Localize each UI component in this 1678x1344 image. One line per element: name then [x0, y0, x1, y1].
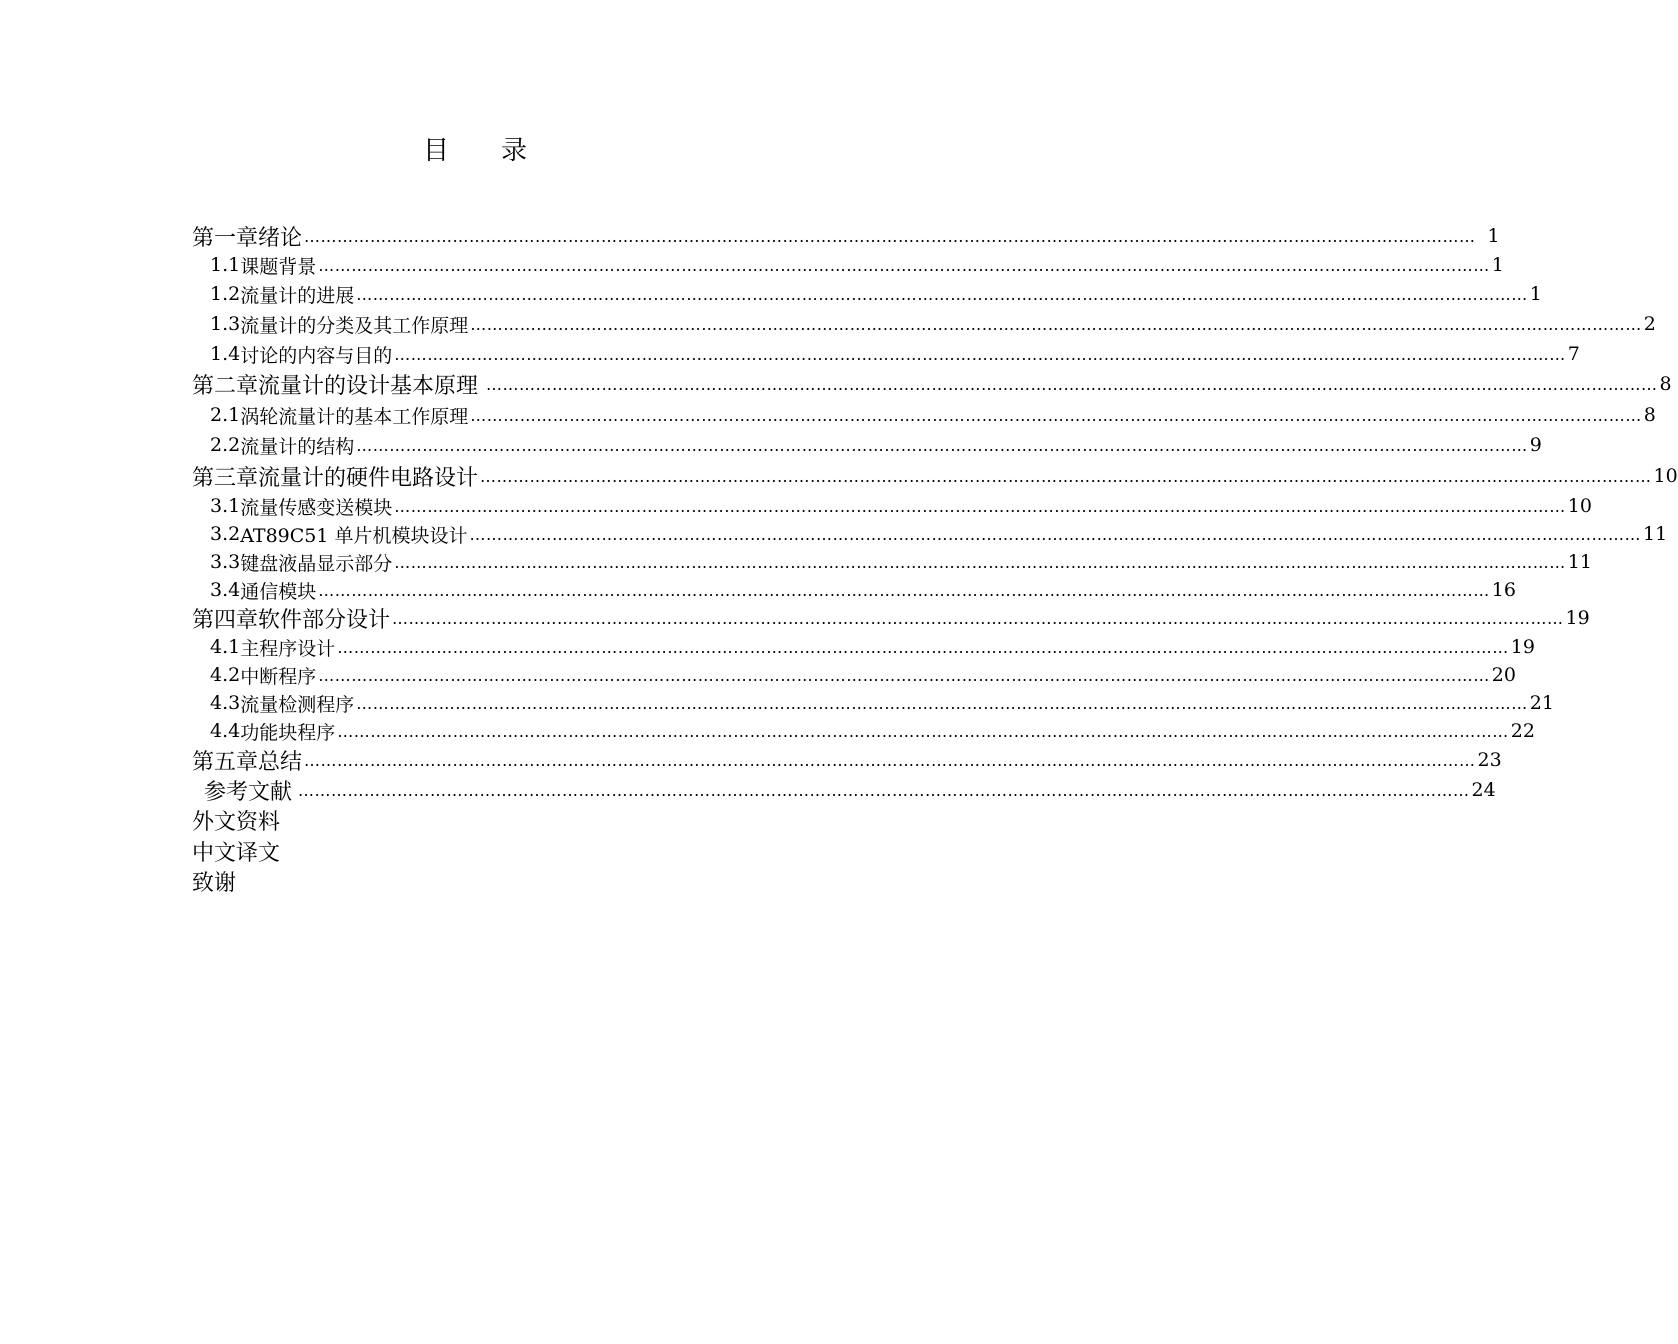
section-number: 2.1 — [210, 404, 241, 426]
entry-label: 参考文献 — [204, 779, 293, 805]
entry-label: 课题背景 — [240, 255, 317, 278]
toc-title — [0, 130, 950, 167]
toc-entry-section-3-1[interactable] — [192, 492, 1592, 520]
page-number: 22 — [1510, 720, 1535, 742]
entry-label: 中文译文 — [192, 840, 281, 866]
page-number: 8 — [1643, 404, 1656, 426]
entry-label: AT89C51 单片机模块设计 — [240, 524, 468, 547]
toc-entry-references[interactable] — [192, 776, 1496, 805]
toc-entry-chapter-3[interactable] — [192, 462, 1678, 491]
leader-dots: …………………………………………………………………………………………………………………………………………………………………………………………… — [304, 750, 1476, 770]
page-number: 24 — [1471, 779, 1496, 801]
toc-entry-section-1-2[interactable] — [192, 280, 1542, 308]
section-number: 3.4 — [210, 579, 241, 601]
entry-label: 软件部分设计 — [258, 607, 391, 633]
leader-dots: …………………………………………………………………………………………………………………………………………………………………………………………… — [392, 608, 1564, 628]
page-number: 19 — [1510, 636, 1535, 658]
toc-entry-foreign-materials[interactable] — [192, 806, 280, 834]
toc-entry-section-1-4[interactable] — [192, 340, 1580, 368]
entry-label: 涡轮流量计的基本工作原理 — [240, 405, 469, 428]
leader-dots: …………………………………………………………………………………………………………………………………………………………………………………………… — [394, 552, 1566, 572]
section-number: 4.2 — [210, 664, 241, 686]
section-number: 2.2 — [210, 434, 241, 456]
section-number: 3.1 — [210, 495, 241, 517]
leader-dots: …………………………………………………………………………………………………………………………………………………………………………………………… — [298, 780, 1470, 800]
page-number: 10 — [1567, 495, 1592, 517]
page-number: 2 — [1643, 313, 1656, 335]
leader-dots: …………………………………………………………………………………………………………………………………………………………………………………………… — [486, 374, 1658, 394]
entry-label: 绪论 — [258, 225, 303, 251]
toc-entry-section-3-2[interactable] — [192, 520, 1668, 548]
entry-label: 功能块程序 — [240, 721, 336, 744]
leader-dots: …………………………………………………………………………………………………………………………………………………………………………………………… — [356, 693, 1528, 713]
toc-entry-section-2-1[interactable] — [192, 401, 1656, 429]
toc-entry-acknowledgements[interactable] — [192, 867, 236, 895]
page-number: 21 — [1529, 692, 1554, 714]
page-number: 19 — [1565, 607, 1590, 629]
toc-entry-section-4-4[interactable] — [192, 717, 1535, 745]
entry-label: 讨论的内容与目的 — [240, 344, 393, 367]
page-number: 7 — [1567, 343, 1580, 365]
page-number: 11 — [1643, 523, 1668, 545]
toc-entry-section-4-2[interactable] — [192, 661, 1516, 689]
toc-entry-chapter-4[interactable] — [192, 604, 1590, 633]
entry-label: 通信模块 — [240, 580, 317, 603]
chapter-number: 第三章 — [192, 465, 259, 491]
entry-label: 中断程序 — [240, 665, 317, 688]
leader-dots: …………………………………………………………………………………………………………………………………………………………………………………………… — [470, 314, 1642, 334]
entry-label: 流量计的硬件电路设计 — [258, 465, 479, 491]
page-number: 16 — [1491, 579, 1516, 601]
section-number: 4.3 — [210, 692, 241, 714]
entry-label: 外文资料 — [192, 809, 281, 835]
entry-label: 流量计的结构 — [240, 435, 355, 458]
title-char-1: 目 — [422, 136, 449, 166]
entry-label: 总结 — [258, 749, 303, 775]
leader-dots: …………………………………………………………………………………………………………………………………………………………………………………………… — [318, 255, 1490, 275]
chapter-number: 第五章 — [192, 749, 259, 775]
page-number: 20 — [1491, 664, 1516, 686]
entry-label: 主程序设计 — [240, 637, 336, 660]
toc-entry-chapter-2[interactable] — [192, 370, 1672, 399]
page-number: 8 — [1659, 373, 1672, 395]
section-number: 3.3 — [210, 551, 241, 573]
entry-label: 流量传感变送模块 — [240, 496, 393, 519]
chapter-number: 第二章 — [192, 373, 259, 399]
section-number: 1.1 — [210, 254, 241, 276]
leader-dots: …………………………………………………………………………………………………………………………………………………………………………………………… — [304, 226, 1476, 246]
page-number: 1 — [1491, 254, 1504, 276]
toc-entry-chapter-5[interactable] — [192, 746, 1502, 775]
entry-label: 流量计的进展 — [240, 284, 355, 307]
section-number: 4.4 — [210, 720, 241, 742]
page-number: 11 — [1567, 551, 1592, 573]
leader-dots: …………………………………………………………………………………………………………………………………………………………………………………………… — [470, 405, 1642, 425]
toc-entry-section-3-4[interactable] — [192, 576, 1516, 604]
toc-entry-chapter-1[interactable] — [192, 222, 1500, 251]
leader-dots: …………………………………………………………………………………………………………………………………………………………………………………………… — [394, 496, 1566, 516]
toc-entry-section-3-3[interactable] — [192, 548, 1592, 576]
leader-dots: …………………………………………………………………………………………………………………………………………………………………………………………… — [318, 580, 1490, 600]
title-char-2: 录 — [501, 136, 528, 166]
toc-entry-section-1-1[interactable] — [192, 251, 1504, 279]
leader-dots: …………………………………………………………………………………………………………………………………………………………………………………………… — [318, 665, 1490, 685]
leader-dots: …………………………………………………………………………………………………………………………………………………………………………………………… — [337, 637, 1509, 657]
toc-entry-section-1-3[interactable] — [192, 310, 1656, 338]
toc-entry-section-4-1[interactable] — [192, 633, 1535, 661]
entry-label: 致谢 — [192, 870, 237, 896]
section-number: 3.2 — [210, 523, 241, 545]
leader-dots: …………………………………………………………………………………………………………………………………………………………………………………………… — [469, 524, 1642, 544]
toc-entry-chinese-translation[interactable] — [192, 837, 280, 865]
toc-entry-section-2-2[interactable] — [192, 431, 1542, 459]
page-number: 10 — [1653, 465, 1678, 487]
section-number: 1.4 — [210, 343, 241, 365]
page-number: 1 — [1487, 225, 1500, 247]
chapter-number: 第一章 — [192, 225, 259, 251]
entry-label: 键盘液晶显示部分 — [240, 552, 393, 575]
leader-dots: …………………………………………………………………………………………………………………………………………………………………………………………… — [394, 344, 1566, 364]
entry-label: 流量计的设计基本原理 — [258, 373, 479, 399]
page-number: 23 — [1477, 749, 1502, 771]
page-number: 9 — [1529, 434, 1542, 456]
leader-dots: …………………………………………………………………………………………………………………………………………………………………………………………… — [356, 284, 1528, 304]
leader-dots: …………………………………………………………………………………………………………………………………………………………………………………………… — [337, 721, 1509, 741]
entry-label: 流量计的分类及其工作原理 — [240, 314, 469, 337]
page-number: 1 — [1529, 283, 1542, 305]
toc-entry-section-4-3[interactable] — [192, 689, 1554, 717]
section-number: 1.3 — [210, 313, 241, 335]
section-number: 1.2 — [210, 283, 241, 305]
chapter-number: 第四章 — [192, 607, 259, 633]
entry-label: 流量检测程序 — [240, 693, 355, 716]
leader-dots: …………………………………………………………………………………………………………………………………………………………………………………………… — [480, 466, 1652, 486]
section-number: 4.1 — [210, 636, 241, 658]
leader-dots: …………………………………………………………………………………………………………………………………………………………………………………………… — [356, 435, 1528, 455]
